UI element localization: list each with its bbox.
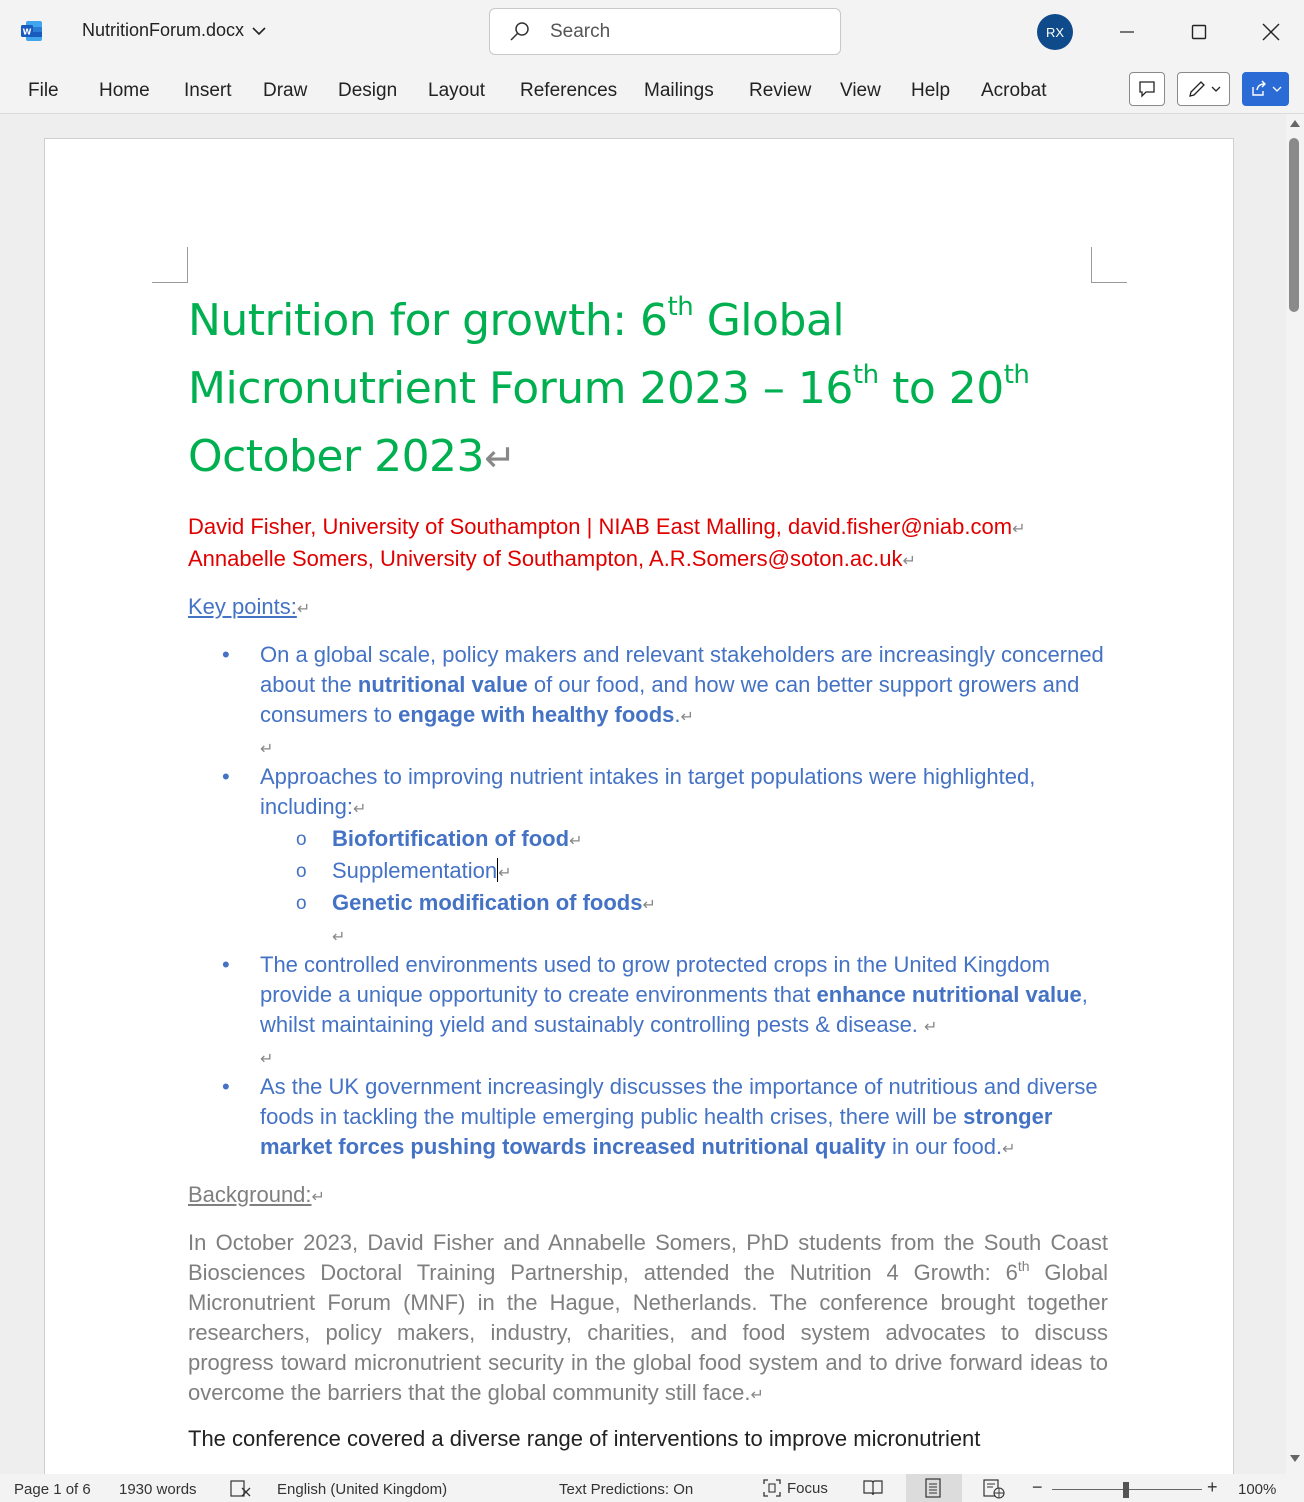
share-button[interactable]: [1242, 72, 1289, 106]
key-points-heading: Key points:↵: [188, 592, 1108, 624]
document-heading: Nutrition for growth: 6th Global Micronutrient Forum 2023 – 16th to 20th October 2023↵: [188, 292, 1030, 482]
paragraph-mark: ↵: [1012, 519, 1026, 538]
sub-list-item: o Genetic modification of foods↵: [260, 888, 1108, 920]
web-layout-icon[interactable]: [982, 1479, 1006, 1499]
background-heading: Background:↵: [188, 1180, 1108, 1212]
page-count[interactable]: Page 1 of 6: [14, 1481, 91, 1498]
scroll-thumb[interactable]: [1289, 138, 1299, 312]
editing-mode-button[interactable]: [1177, 72, 1230, 106]
tab-home[interactable]: Home: [99, 80, 150, 101]
paragraph-mark: ↵: [642, 895, 656, 914]
vertical-scrollbar[interactable]: [1286, 114, 1304, 1474]
empty-paragraph: [260, 1042, 1108, 1072]
sub-list: [260, 824, 1108, 920]
proofing-icon[interactable]: [230, 1479, 252, 1499]
list-item: • Approaches to improving nutrient intakes in target populations were highlighted, including:↵ o Biofortification of food↵ o Supplementation↵ o Genetic modification of foods↵ ↵: [188, 762, 1108, 950]
paragraph-mark: ↵: [750, 1385, 764, 1404]
print-layout-button[interactable]: [906, 1474, 962, 1502]
tab-view[interactable]: View: [840, 80, 881, 101]
paragraph-mark: ↵: [484, 436, 516, 480]
tab-references[interactable]: References: [520, 80, 618, 101]
sub-list-item: o Biofortification of food↵: [260, 824, 1108, 856]
word-app-icon: [20, 19, 44, 43]
sub-list-item: o Supplementation↵: [260, 856, 1108, 888]
tab-design[interactable]: Design: [338, 80, 398, 101]
scroll-down-arrow-icon[interactable]: [1290, 1455, 1300, 1462]
search-input[interactable]: [550, 21, 810, 43]
paragraph-mark: ↵: [352, 799, 367, 818]
minimize-button[interactable]: [1107, 12, 1147, 52]
focus-icon: [762, 1478, 782, 1498]
list-item: • As the UK government increasingly discusses the importance of nutritious and diverse foods in tackling the multiple emerging public health crises, there will be stronger market forces pushing towards increased nutritional quality in our food.↵: [188, 1072, 1108, 1164]
paragraph-mark: ↵: [332, 927, 346, 946]
paragraph-mark: ↵: [296, 599, 311, 618]
paragraph-mark: ↵: [1002, 1139, 1016, 1158]
zoom-level[interactable]: 100%: [1238, 1481, 1277, 1498]
tab-insert[interactable]: Insert: [184, 80, 232, 101]
margin-corner-top-right: [1091, 247, 1127, 283]
user-avatar[interactable]: [1037, 14, 1073, 50]
print-layout-icon: [924, 1478, 942, 1498]
paragraph-mark: ↵: [311, 1187, 325, 1206]
chevron-down-icon: [1211, 85, 1221, 93]
user-initials: RX: [1045, 24, 1065, 40]
paragraph-mark: ↵: [902, 551, 916, 570]
paragraph-mark: ↵: [260, 739, 274, 758]
empty-paragraph: [260, 732, 1108, 762]
paragraph-mark: ↵: [498, 863, 512, 882]
document-title-menu[interactable]: [82, 20, 266, 41]
svg-text:W: W: [22, 27, 32, 37]
status-bar: [0, 1474, 1304, 1502]
chevron-down-icon: [252, 26, 266, 36]
maximize-button[interactable]: [1179, 12, 1219, 52]
document-canvas: [0, 114, 1286, 1474]
paragraph-mark: ↵: [680, 707, 694, 726]
zoom-out-button[interactable]: −: [1032, 1477, 1043, 1497]
comment-icon: [1137, 79, 1157, 99]
pencil-icon: [1186, 78, 1208, 100]
key-points-list: [188, 640, 1108, 1164]
scroll-up-arrow-icon[interactable]: [1290, 120, 1300, 127]
tab-layout[interactable]: Layout: [428, 80, 486, 101]
author-list: [188, 512, 1108, 576]
chevron-down-icon: [1272, 85, 1282, 93]
tab-review[interactable]: Review: [749, 80, 812, 101]
document-body[interactable]: [188, 287, 1108, 1454]
margin-corner-top-left: [152, 247, 188, 283]
background-paragraph-2: The conference covered a diverse range of interventions to improve micronutrient: [188, 1426, 981, 1451]
author-line: David Fisher, University of Southampton | NIAB East Malling, david.fisher@niab.com↵: [188, 514, 1026, 539]
list-item: • On a global scale, policy makers and relevant stakeholders are increasingly concerned about the nutritional value of our food, and how we can better support growers and consumers to engage with healthy foods.↵ ↵: [188, 640, 1108, 762]
text-predictions-status[interactable]: Text Predictions: On: [559, 1481, 694, 1498]
share-icon: [1249, 79, 1269, 99]
tab-draw[interactable]: Draw: [263, 80, 308, 101]
close-icon: [1262, 23, 1280, 41]
ribbon-tabs: [0, 64, 1304, 114]
document-page[interactable]: [44, 138, 1234, 1474]
close-button[interactable]: [1251, 12, 1291, 52]
search-box[interactable]: [489, 8, 841, 55]
tab-help[interactable]: Help: [911, 80, 951, 101]
title-bar: [0, 0, 1304, 64]
tab-mailings[interactable]: Mailings: [644, 80, 714, 101]
zoom-in-button[interactable]: +: [1207, 1477, 1218, 1497]
search-icon: [508, 20, 532, 44]
word-count[interactable]: 1930 words: [119, 1481, 197, 1498]
paragraph-mark: ↵: [924, 1017, 938, 1036]
language-indicator[interactable]: English (United Kingdom): [277, 1481, 448, 1498]
paragraph-mark: ↵: [260, 1049, 274, 1068]
empty-paragraph: [260, 920, 1108, 950]
minimize-icon: [1119, 24, 1135, 40]
author-line: Annabelle Somers, University of Southampton, A.R.Somers@soton.ac.uk↵: [188, 546, 916, 571]
tab-file[interactable]: File: [28, 80, 59, 101]
maximize-icon: [1191, 24, 1207, 40]
paragraph-mark: ↵: [569, 831, 583, 850]
focus-button[interactable]: Focus: [762, 1478, 828, 1498]
document-name: NutritionForum.docx: [82, 20, 245, 40]
zoom-slider-thumb[interactable]: [1123, 1482, 1129, 1498]
comments-button[interactable]: [1129, 72, 1165, 106]
read-mode-icon[interactable]: [862, 1479, 884, 1497]
background-paragraph: In October 2023, David Fisher and Annabelle Somers, PhD students from the South Coast Biosciences Doctoral Training Partnership, attended the Nutrition 4 Growth: 6th Global Micronutrient Forum (MNF) in the Hague, Netherlands. The conference brought together researchers, policy makers, industry, charities, and food system advocates to discuss progress toward micronutrient security in the global food system and to drive forward ideas to overcome the barriers that the global community still face.↵: [188, 1230, 1108, 1405]
list-item: • The controlled environments used to grow protected crops in the United Kingdom provide a unique opportunity to create environments that enhance nutritional value, whilst maintaining yield and sustainably controlling pests & disease. ↵ ↵: [188, 950, 1108, 1072]
tab-acrobat[interactable]: Acrobat: [981, 80, 1047, 101]
